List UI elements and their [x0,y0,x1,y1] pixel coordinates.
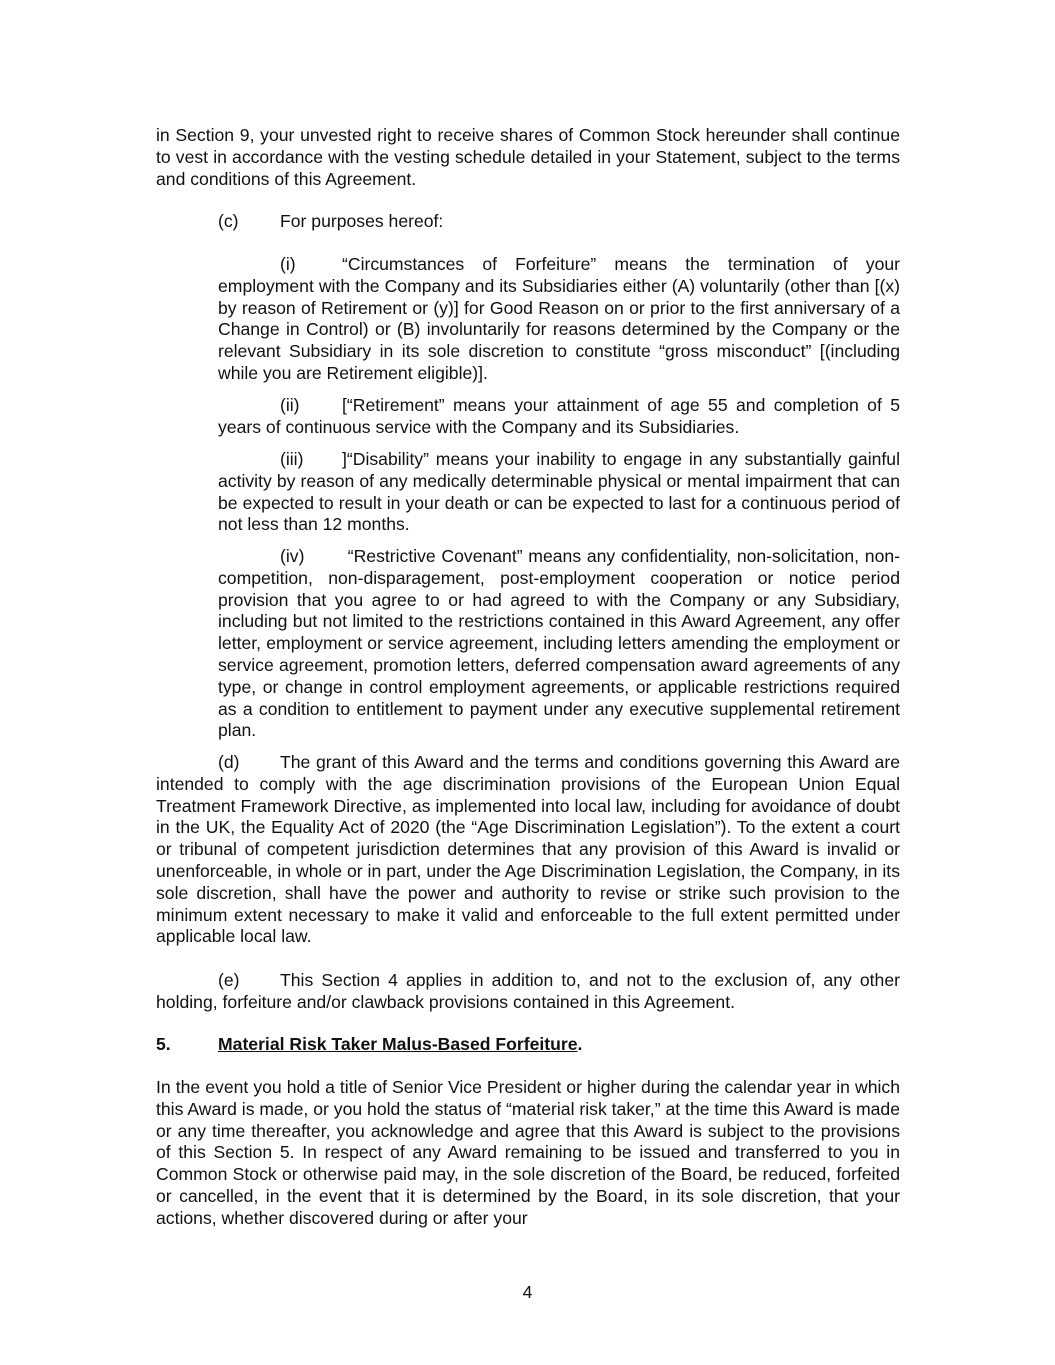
paragraph-c-i-marker: (i) [280,254,296,274]
paragraph-e [156,970,900,1014]
paragraph-c-marker: (c) [218,211,239,231]
paragraph-c-iv-marker: (iv) [280,546,305,566]
paragraph-c-iv-text: “Restrictive Covenant” means any confidentiality, non-solicitation, non-competition, non-disparagement, post-employment cooperation or notice period provision that you agree to or had agreed to with the Company or any Subsidiary, including but not limited to the restrictions contained in this Award Agreement, any offer letter, employment or service agreement, including letters amending the employment or service agreement, promotion letters, deferred compensation award agreements of any type, or change in control employment agreements, or applicable restrictions required as a condition to entitlement to payment under any executive supplemental retirement plan. [218,546,900,741]
paragraph-c-iv [218,546,900,742]
paragraph-c-iii [218,449,900,536]
paragraph-c-i-text: “Circumstances of Forfeiture” means the termination of your employment with the Company and its Subsidiaries either (A) voluntarily (other than [(x) by reason of Retirement or (y)] for Good Reason on or prior to the first anniversary of a Change in Control) or (B) involuntarily for reasons determined by the Company or the relevant Subsidiary in its sole discretion to constitute “gross misconduct” [(including while you are Retirement eligible)]. [218,254,900,383]
section-5-title-suffix: . [577,1034,583,1054]
paragraph-c-ii [218,395,900,439]
section-5-title: Material Risk Taker Malus-Based Forfeiture [218,1034,578,1054]
paragraph-c-iii-marker: (iii) [280,449,304,469]
section-5-heading [156,1034,900,1056]
paragraph-c [218,211,900,233]
paragraph-c-iii-text: ]“Disability” means your inability to engage in any substantially gainful activity by reason of any medically determinable physical or mental impairment that can be expected to result in your death or can be expected to last for a continuous period of not less than 12 months. [218,449,900,535]
paragraph-e-marker: (e) [218,970,240,990]
paragraph-d [156,752,900,948]
intro-paragraph [156,125,900,190]
paragraph-d-marker: (d) [218,752,240,772]
page-number: 4 [522,1282,533,1302]
paragraph-e-text: This Section 4 applies in addition to, and not to the exclusion of, any other holding, forfeiture and/or clawback provisions contained in this Agreement. [156,970,900,1012]
intro-text: in Section 9, your unvested right to receive shares of Common Stock hereunder shall continue to vest in accordance with the vesting schedule detailed in your Statement, subject to the terms and conditions of this Agreement. [156,125,900,189]
section-5-body [156,1077,900,1230]
paragraph-c-ii-text: [“Retirement” means your attainment of age 55 and completion of 5 years of continuous service with the Company and its Subsidiaries. [218,395,900,437]
paragraph-c-i [218,254,900,385]
paragraph-d-text: The grant of this Award and the terms and conditions governing this Award are intended to comply with the age discrimination provisions of the European Union Equal Treatment Framework Directive, as implemented into local law, including for avoidance of doubt in the UK, the Equality Act of 2020 (the “Age Discrimination Legislation”). To the extent a court or tribunal of competent jurisdiction determines that any provision of this Award is invalid or unenforceable, in whole or in part, under the Age Discrimination Legislation, the Company, in its sole discretion, shall have the power and authority to revise or strike such provision to the minimum extent necessary to make it valid and enforceable to the full extent permitted under applicable local law. [156,752,900,947]
paragraph-c-text: For purposes hereof: [280,211,444,231]
paragraph-c-ii-marker: (ii) [280,395,300,415]
section-5-body-text: In the event you hold a title of Senior Vice President or higher during the calendar year in which this Award is made, or you hold the status of “material risk taker,” at the time this Award is made or any time thereafter, you acknowledge and agree that this Award is subject to the provisions of this Section 5. In respect of any Award remaining to be issued and transferred to you in Common Stock or otherwise paid may, in the sole discretion of the Board, be reduced, forfeited or cancelled, in the event that it is determined by the Board, in its sole discretion, that your actions, whether discovered during or after your [156,1077,900,1228]
section-5-number: 5. [156,1034,171,1054]
